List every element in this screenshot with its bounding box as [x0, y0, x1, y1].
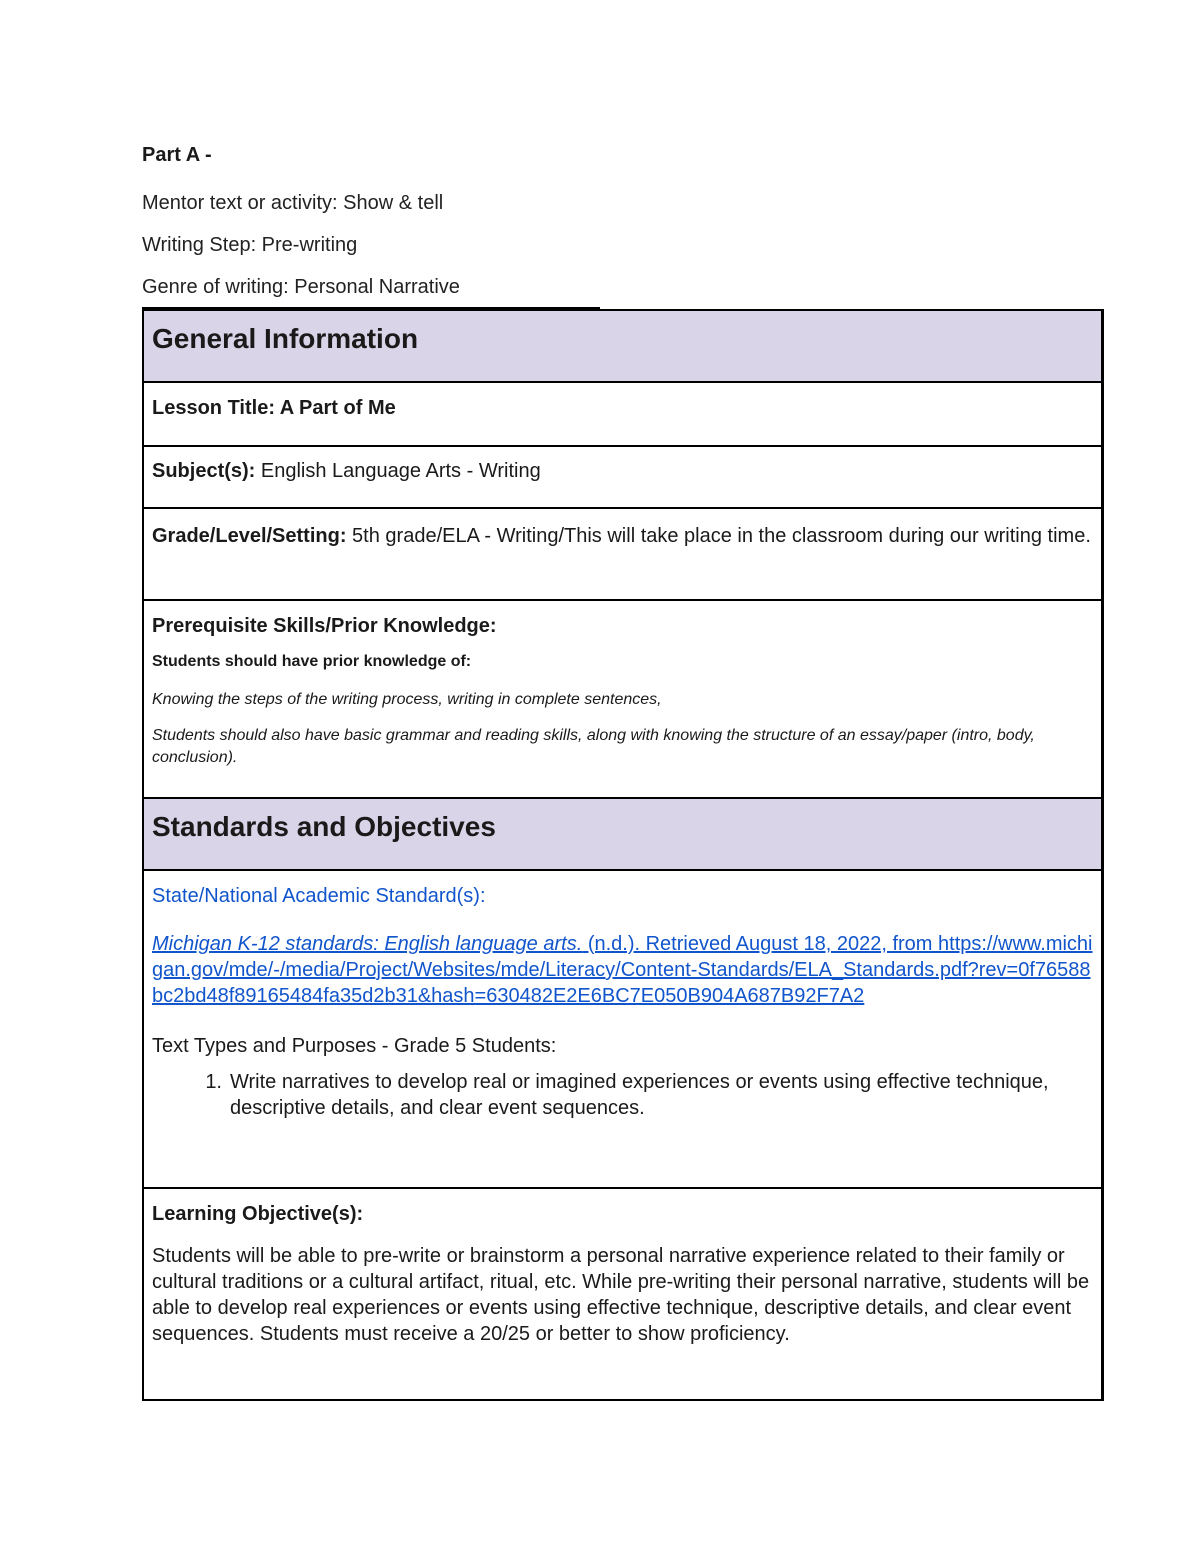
general-information-header	[143, 310, 1103, 382]
subjects-label: Subject(s):	[152, 460, 256, 482]
grade-level-cell	[143, 508, 1103, 600]
genre-line: Genre of writing: Personal Narrative	[142, 276, 460, 298]
subjects-value: English Language Arts - Writing	[255, 460, 541, 482]
lesson-plan-table	[142, 309, 1104, 1401]
subjects-line	[152, 447, 1093, 484]
writing-step-line: Writing Step: Pre-writing	[142, 234, 358, 256]
grade-level-line	[152, 509, 1093, 549]
section-heading: Standards and Objectives	[152, 811, 496, 842]
section-heading: General Information	[152, 323, 419, 354]
standards-objectives-header	[143, 798, 1103, 870]
text-types-heading: Text Types and Purposes - Grade 5 Students:	[152, 1035, 557, 1057]
standards-citation[interactable]	[152, 931, 1093, 1009]
part-title: Part A -	[142, 144, 212, 166]
standards-cell	[143, 870, 1103, 1188]
intro-block	[142, 140, 1042, 315]
citation-url-link[interactable]: (n.d.). Retrieved August 18, 2022, from https://www.michigan.gov/mde/-/media/Project/Websites/mde/Literacy/Content-Standards/ELA_Standards.pdf?rev=0f76588bc2bd48f89165484fa35d2b31&hash=630482E2E6BC7E050B904A687B92F7A2	[152, 933, 1093, 1007]
lesson-title-cell	[143, 382, 1103, 446]
list-item	[152, 1069, 1093, 1121]
prerequisite-item-1: Knowing the steps of the writing process, writing in complete sentences,	[152, 691, 662, 708]
standards-label: State/National Academic Standard(s):	[152, 885, 486, 907]
prerequisite-cell	[143, 600, 1103, 798]
citation-title-link[interactable]: Michigan K-12 standards: English language arts.	[152, 933, 583, 955]
grade-level-value: 5th grade/ELA - Writing/This will take place in the classroom during our writing time.	[346, 525, 1091, 547]
learning-objective-cell	[143, 1188, 1103, 1400]
learning-objective-label: Learning Objective(s):	[152, 1203, 364, 1225]
lesson-title: Lesson Title: A Part of Me	[152, 397, 396, 419]
list-item-text: Write narratives to develop real or imagined experiences or events using effective technique, descriptive details, and clear event sequences.	[230, 1071, 1049, 1119]
grade-level-label: Grade/Level/Setting:	[152, 525, 347, 547]
prerequisite-item-2: Students should also have basic grammar and reading skills, along with knowing the structure of an essay/paper (intro, body, conclusion).	[152, 727, 1035, 766]
learning-objective-text: Students will be able to pre-write or brainstorm a personal narrative experience related to their family or cultural traditions or a cultural artifact, ritual, etc. While pre-writing their personal narrative, students will be able to develop real experiences or events using effective technique, descriptive details, and clear event sequences. Students must receive a 20/25 or better to show proficiency.	[152, 1245, 1090, 1345]
prerequisite-subheading: Students should have prior knowledge of:	[152, 653, 472, 670]
prerequisite-label: Prerequisite Skills/Prior Knowledge:	[152, 615, 497, 637]
subjects-cell	[143, 446, 1103, 508]
list-number: 1.	[205, 1071, 222, 1093]
mentor-text-line: Mentor text or activity: Show & tell	[142, 192, 444, 214]
